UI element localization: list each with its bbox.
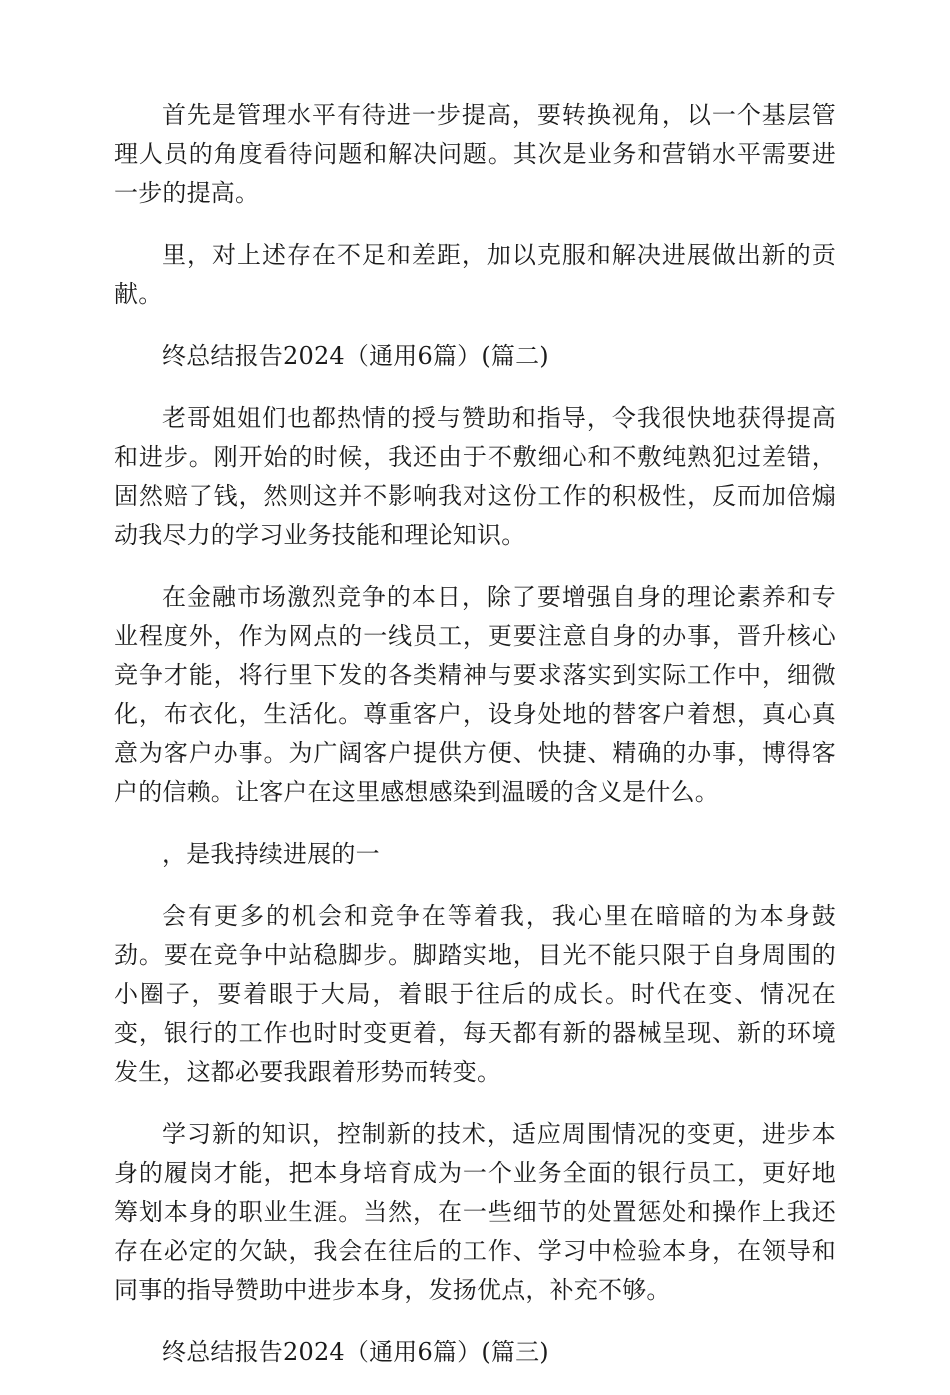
paragraph-competition: 会有更多的机会和竞争在等着我，我心里在暗暗的为本身鼓劲。要在竞争中站稳脚步。脚踏实地，目光不能只限于自身周围的小圈子，要着眼于大局，着眼于往后的成长。时代在变、情况在变，银行的工作也时时变更着，每天都有新的器械呈现、新的环境发生，这都必要我跟着形势而转变。 [114, 902, 836, 1086]
paragraph-improvement: 里，对上述存在不足和差距，加以克服和解决进展做出新的贡献。 [114, 241, 836, 308]
paragraph-management: 首先是管理水平有待进一步提高，要转换视角，以一个基层管理人员的角度看待问题和解决问题。其次是业务和营销水平需要进一步的提高。 [114, 101, 836, 207]
section-heading-part-2: 终总结报告2024（通用6篇）(篇二) [162, 342, 549, 370]
paragraph-fragment: ，是我持续进展的一 [162, 840, 380, 868]
paragraph-colleagues-help: 老哥姐姐们也都热情的授与赞助和指导，令我很快地获得提高和进步。刚开始的时候，我还由于不敷细心和不敷纯熟犯过差错，固然赔了钱，然则这并不影响我对这份工作的积极性，反而加倍煽动我尽力的学习业务技能和理论知识。 [114, 404, 836, 549]
paragraph-learning: 学习新的知识，控制新的技术，适应周围情况的变更，进步本身的履岗才能，把本身培育成为一个业务全面的银行员工，更好地筹划本身的职业生涯。当然，在一些细节的处置惩处和操作上我还存在必定的欠缺，我会在往后的工作、学习中检验本身，在领导和同事的指导赞助中进步本身，发扬优点，补充不够。 [114, 1120, 836, 1304]
section-heading-part-3: 终总结报告2024（通用6篇）(篇三) [162, 1338, 549, 1366]
paragraph-financial-market: 在金融市场激烈竞争的本日，除了要增强自身的理论素养和专业程度外，作为网点的一线员工，更要注意自身的办事，晋升核心竞争才能，将行里下发的各类精神与要求落实到实际工作中，细微化，布衣化，生活化。尊重客户，设身处地的替客户着想，真心真意为客户办事。为广阔客户提供方便、快捷、精确的办事，博得客户的信赖。让客户在这里感想感染到温暖的含义是什么。 [114, 583, 836, 806]
document-body [114, 96, 836, 1395]
